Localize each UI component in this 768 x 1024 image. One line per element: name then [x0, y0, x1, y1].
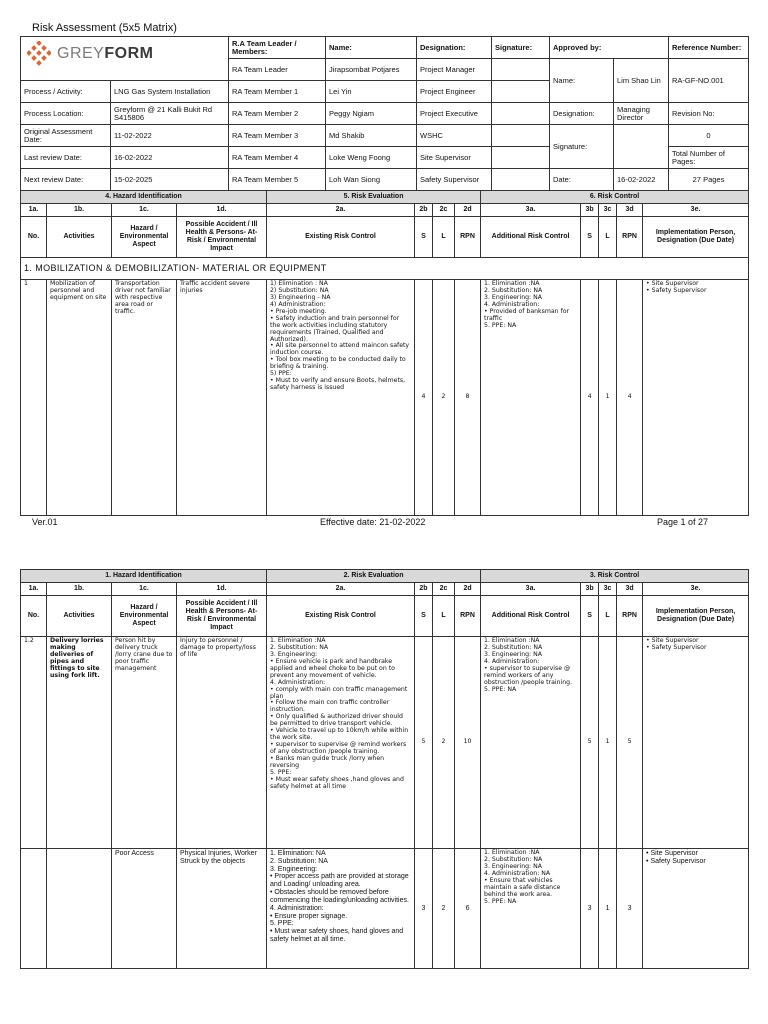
evaluation-section-header: 2. Risk Evaluation [267, 570, 481, 583]
member-3-role: RA Team Member 3 [229, 125, 326, 147]
existing-control-list [270, 638, 411, 791]
activity-cell: Delivery lorries making deliveries of pipes and fittings to site using fork lift. [47, 637, 112, 849]
member-5-signature [492, 169, 550, 191]
control-list-item: • Safety Supervisor [646, 286, 707, 294]
control-list-item: • Must to verify and ensure Boots, helmets, safety harness is issued [270, 377, 406, 392]
col-code: 2b [415, 204, 433, 217]
additional-control-list [484, 281, 577, 330]
control-list-item: • Pre-job meeting. [270, 307, 327, 315]
row-number [21, 849, 47, 969]
control-list-item: • Must wear safety shoes, hand gloves and safety helmet at all time. [270, 928, 404, 944]
col-header: L [599, 596, 617, 637]
company-logo [21, 37, 229, 81]
col-header: L [599, 217, 617, 258]
process-activity-value: LNG Gas System Installation [111, 81, 229, 103]
control-list-item: 2) Substitution: NA [270, 286, 329, 294]
implementation-person-list [646, 850, 745, 866]
control-list-item: 1. Elimination: NA [270, 850, 326, 857]
col-code: 1d. [177, 583, 267, 596]
control-list-item: 5. PPE: NA [484, 321, 517, 329]
col-header: Additional Risk Control [481, 596, 581, 637]
rpn-value: 6 [455, 849, 481, 969]
col-header: Existing Risk Control [267, 217, 415, 258]
col-header: Implementation Person, Designation (Due Date) [643, 217, 749, 258]
additional-control-cell [481, 280, 581, 516]
control-list-item: • All site personnel to attend maincon safety induction course. [270, 342, 410, 357]
row-number: 1.2 [21, 637, 47, 849]
control-list-item: • comply with main con traffic management plan [270, 685, 408, 700]
impact-cell: Physical Injuries, Worker Struck by the objects [177, 849, 267, 969]
severity-value: 5 [415, 637, 433, 849]
col-header: Possible Accident / Ill Health & Persons- At-Risk / Environmental Impact [177, 596, 267, 637]
approval-designation-label: Designation: [550, 103, 614, 125]
member-2-role: RA Team Member 2 [229, 103, 326, 125]
control-list-item: 4) Administration: [270, 300, 326, 308]
member-1-role: RA Team Member 1 [229, 81, 326, 103]
control-list-item: • Must wear safety shoes ,hand gloves and safety helmet at all time [270, 775, 404, 790]
col-code: 3e. [643, 583, 749, 596]
control-list-item: • Provided of banksman for traffic [484, 307, 570, 322]
control-list-item: 4. Administration: [270, 904, 324, 912]
col-code: 2b [415, 583, 433, 596]
residual-likelihood-value: 1 [599, 849, 617, 969]
col-code: 3a. [481, 204, 581, 217]
leader-name: Jirapsombat Potjares [326, 59, 417, 81]
likelihood-value: 2 [433, 637, 455, 849]
col-header: Hazard / Environmental Aspect [112, 596, 177, 637]
rpn-value: 10 [455, 637, 481, 849]
row-number: 1 [21, 280, 47, 516]
col-code: 2c [433, 583, 455, 596]
approval-signature-label: Signature: [550, 125, 614, 169]
col-header: S [415, 217, 433, 258]
col-header: RPN [455, 596, 481, 637]
col-header: Activities [47, 596, 112, 637]
logo-wordmark: GREYFORM [57, 45, 154, 62]
implementation-person-list [646, 638, 745, 652]
approval-date: 16-02-2022 [614, 169, 669, 191]
control-list-item: 2. Substitution: NA [270, 857, 328, 865]
col-header: S [581, 596, 599, 637]
last-review-value: 16-02-2022 [111, 147, 229, 169]
control-list-item: • Ensure that vehicles maintain a safe distance behind the work area. [484, 876, 561, 898]
severity-value: 4 [415, 280, 433, 516]
col-code: 1b. [47, 583, 112, 596]
control-list-item: • Safety Supervisor [646, 857, 706, 865]
control-list-item: • Ensure proper signage. [270, 912, 348, 920]
col-header: RPN [617, 217, 643, 258]
member-2-signature [492, 103, 550, 125]
next-review-value: 15-02-2025 [111, 169, 229, 191]
col-header: Additional Risk Control [481, 217, 581, 258]
designation-header: Designation: [417, 37, 492, 59]
control-list-item: 5. PPE: [270, 768, 292, 776]
header-table [20, 36, 749, 191]
hazard-section-header: 4. Hazard Identification [21, 191, 267, 204]
residual-rpn-value: 4 [617, 280, 643, 516]
control-list-item: • Follow the main con traffic controller instruction. [270, 699, 390, 714]
col-header: Existing Risk Control [267, 596, 415, 637]
additional-control-list [484, 850, 577, 906]
impact-cell: Traffic accident severe injuries [177, 280, 267, 516]
control-list-item: • Ensure vehicle is park and handbrake applied and wheel choke to be put on to prevent any movement of vehicle. [270, 657, 395, 679]
member-4-name: Loke Weng Foong [326, 147, 417, 169]
approval-name: Lim Shao Lin [614, 59, 669, 103]
col-header: No. [21, 596, 47, 637]
control-list-item: • Only qualified & authorized driver should be permitted to drive transport vehicle. [270, 713, 403, 728]
control-list-item: 1. Elimination :NA [484, 637, 540, 644]
footer-page-number: Page 1 of 27 [657, 517, 709, 527]
col-code: 1a. [21, 204, 47, 217]
col-code: 3c [599, 204, 617, 217]
risk-table-page-2 [20, 569, 749, 969]
next-review-label: Next review Date: [21, 169, 111, 191]
footer-effective-date: Effective date: 21-02-2022 [320, 517, 426, 527]
control-list-item: • Banks man guide truck /lorry when reversing [270, 754, 385, 769]
control-list-item: 5. PPE: [270, 920, 294, 928]
col-header: Hazard / Environmental Aspect [112, 217, 177, 258]
member-2-name: Peggy Ngiam [326, 103, 417, 125]
col-code: 1d. [177, 204, 267, 217]
impact-cell: Injury to personnel / damage to property/loss of life [177, 637, 267, 849]
control-list-item: 2. Substitution: NA [270, 643, 329, 651]
col-header: RPN [455, 217, 481, 258]
residual-severity-value: 4 [581, 280, 599, 516]
residual-rpn-value: 3 [617, 849, 643, 969]
control-list-item: 5. PPE: NA [484, 897, 517, 905]
hazard-cell: Transportation driver not familiar with respective area road or traffic. [112, 280, 177, 516]
col-code: 3a. [481, 583, 581, 596]
implementation-person-cell [643, 280, 749, 516]
original-date-value: 11-02-2022 [111, 125, 229, 147]
activity-cell [47, 849, 112, 969]
approval-date-label: Date: [550, 169, 614, 191]
severity-value: 3 [415, 849, 433, 969]
member-5-name: Loh Wan Siong [326, 169, 417, 191]
footer-version: Ver.01 [32, 517, 58, 527]
control-list-item: 4. Administration: [484, 300, 540, 308]
control-list-item: • Tool box meeting to be conducted daily to briefing & training. [270, 356, 406, 371]
member-4-role: RA Team Member 4 [229, 147, 326, 169]
likelihood-value: 2 [433, 280, 455, 516]
member-1-name: Lei Yin [326, 81, 417, 103]
control-list-item: 5. PPE: NA [484, 685, 517, 693]
col-code: 3e. [643, 204, 749, 217]
section-title: 1. MOBILIZATION & DEMOBILIZATION- MATERIAL OR EQUIPMENT [21, 258, 749, 280]
control-section-header: 3. Risk Control [481, 570, 749, 583]
control-list-item: 4. Administration: NA [484, 869, 551, 877]
col-header: No. [21, 217, 47, 258]
col-code: 3b [581, 583, 599, 596]
leader-signature [492, 59, 550, 81]
control-list-item: 1) Elimination : NA [270, 280, 328, 287]
control-list-item: • Proper access path are provided at storage and Loading/ unloading area. [270, 873, 409, 889]
implementation-person-list [646, 281, 745, 295]
leader-designation: Project Manager [417, 59, 492, 81]
likelihood-value: 2 [433, 849, 455, 969]
residual-likelihood-value: 1 [599, 637, 617, 849]
control-list-item: 3. Engineering: NA [484, 293, 542, 301]
control-list-item: 3. Engineering: [270, 650, 318, 658]
control-list-item: • Vehicle to travel up to 10km/h while within the work site. [270, 727, 409, 742]
control-list-item: 3) Engineering - NA [270, 293, 331, 301]
implementation-person-cell [643, 637, 749, 849]
process-location-label: Process Location: [21, 103, 111, 125]
col-header: Implementation Person, Designation (Due Date) [643, 596, 749, 637]
process-location-value: Greyform @ 21 Kalli Bukit Rd S415806 [111, 103, 229, 125]
original-date-label: Original Assessment Date: [21, 125, 111, 147]
team-leader-header: R.A Team Leader / Members: [229, 37, 326, 59]
existing-control-list [270, 850, 411, 944]
col-code: 2a. [267, 583, 415, 596]
residual-likelihood-value: 1 [599, 280, 617, 516]
col-code: 2d [455, 583, 481, 596]
reference-number: RA-GF-NO.001 [669, 59, 749, 103]
risk-table-page-1 [20, 190, 749, 516]
col-code: 2c [433, 204, 455, 217]
col-code: 3b [581, 204, 599, 217]
control-list-item: 4. Administration: [270, 678, 326, 686]
control-list-item: 1. Elimination :NA [484, 849, 540, 856]
implementation-person-cell [643, 849, 749, 969]
document-title: Risk Assessment (5x5 Matrix) [32, 22, 177, 34]
col-code: 1a. [21, 583, 47, 596]
hazard-cell: Poor Access [112, 849, 177, 969]
member-2-designation: Project Executive [417, 103, 492, 125]
col-header: L [433, 217, 455, 258]
hazard-cell: Person hit by delivery truck /lorry crane due to poor traffic management [112, 637, 177, 849]
member-4-designation: Site Supervisor [417, 147, 492, 169]
residual-severity-value: 3 [581, 849, 599, 969]
additional-control-cell [481, 849, 581, 969]
control-list-item: • Site Supervisor [646, 850, 698, 857]
name-header: Name: [326, 37, 417, 59]
control-list-item: 3. Engineering: [270, 865, 318, 873]
control-list-item: 5) PPE: [270, 370, 292, 378]
existing-control-list [270, 281, 411, 392]
approval-name-label: Name: [550, 59, 614, 103]
control-list-item: • Obstacles should be removed before commencing the loading/unloading activities. [270, 889, 409, 904]
approved-by-header: Approved by: [550, 37, 669, 59]
hazard-section-header: 1. Hazard Identification [21, 570, 267, 583]
col-code: 1b. [47, 204, 112, 217]
col-header: S [415, 596, 433, 637]
col-code: 3d [617, 583, 643, 596]
col-code: 1c. [112, 204, 177, 217]
rpn-value: 8 [455, 280, 481, 516]
approval-signature [614, 125, 669, 169]
member-5-role: RA Team Member 5 [229, 169, 326, 191]
approval-designation: Managing Director [614, 103, 669, 125]
residual-severity-value: 5 [581, 637, 599, 849]
control-list-item: 2. Substitution: NA [484, 855, 543, 863]
leader-role: RA Team Leader [229, 59, 326, 81]
residual-rpn-value: 5 [617, 637, 643, 849]
control-list-item: • supervisor to supervise @ remind workers of any obstruction /people training. [484, 664, 573, 686]
control-list-item: 3. Engineering: NA [484, 862, 542, 870]
member-3-signature [492, 125, 550, 147]
last-review-label: Last review Date: [21, 147, 111, 169]
control-list-item: • Site Supervisor [646, 280, 699, 287]
total-pages: 27 Pages [669, 169, 749, 191]
evaluation-section-header: 5. Risk Evaluation [267, 191, 481, 204]
control-list-item: 2. Substitution: NA [484, 643, 543, 651]
col-code: 2a. [267, 204, 415, 217]
revision-number: 0 [669, 125, 749, 147]
control-list-item: • Safety induction and train personnel for the work activities including statutory requirements (Trained, Qualified and Authorized). [270, 314, 400, 343]
revision-label: Revision No: [669, 103, 749, 125]
additional-control-list [484, 638, 577, 694]
process-activity-label: Process / Activity: [21, 81, 111, 103]
control-list-item: 1. Elimination :NA [270, 637, 326, 644]
col-header: Activities [47, 217, 112, 258]
control-list-item: • Safety Supervisor [646, 643, 707, 651]
col-code: 3d [617, 204, 643, 217]
reference-header: Reference Number: [669, 37, 749, 59]
member-3-designation: WSHC [417, 125, 492, 147]
member-4-signature [492, 147, 550, 169]
control-list-item: 1. Elimination :NA [484, 280, 540, 287]
col-code: 1c. [112, 583, 177, 596]
greyform-logo-icon [27, 41, 51, 67]
control-section-header: 6. Risk Control [481, 191, 749, 204]
member-1-designation: Project Engineer [417, 81, 492, 103]
col-header: L [433, 596, 455, 637]
control-list-item: 3. Engineering: NA [484, 650, 542, 658]
col-header: RPN [617, 596, 643, 637]
total-pages-label: Total Number of Pages: [669, 147, 749, 169]
control-list-item: 4. Administration: [484, 657, 540, 665]
existing-control-cell [267, 280, 415, 516]
existing-control-cell [267, 637, 415, 849]
col-header: Possible Accident / Ill Health & Persons- At-Risk / Environmental Impact [177, 217, 267, 258]
additional-control-cell [481, 637, 581, 849]
existing-control-cell [267, 849, 415, 969]
control-list-item: 2. Substitution: NA [484, 286, 543, 294]
member-3-name: Md Shakib [326, 125, 417, 147]
col-code: 3c [599, 583, 617, 596]
control-list-item: • Site Supervisor [646, 637, 699, 644]
signature-header: Signature: [492, 37, 550, 59]
control-list-item: • supervisor to supervise @ remind workers of any obstruction /people training. [270, 741, 407, 755]
member-1-signature [492, 81, 550, 103]
member-5-designation: Safety Supervisor [417, 169, 492, 191]
col-code: 2d [455, 204, 481, 217]
col-header: S [581, 217, 599, 258]
activity-cell: Mobilization of personnel and equipment on site [47, 280, 112, 516]
